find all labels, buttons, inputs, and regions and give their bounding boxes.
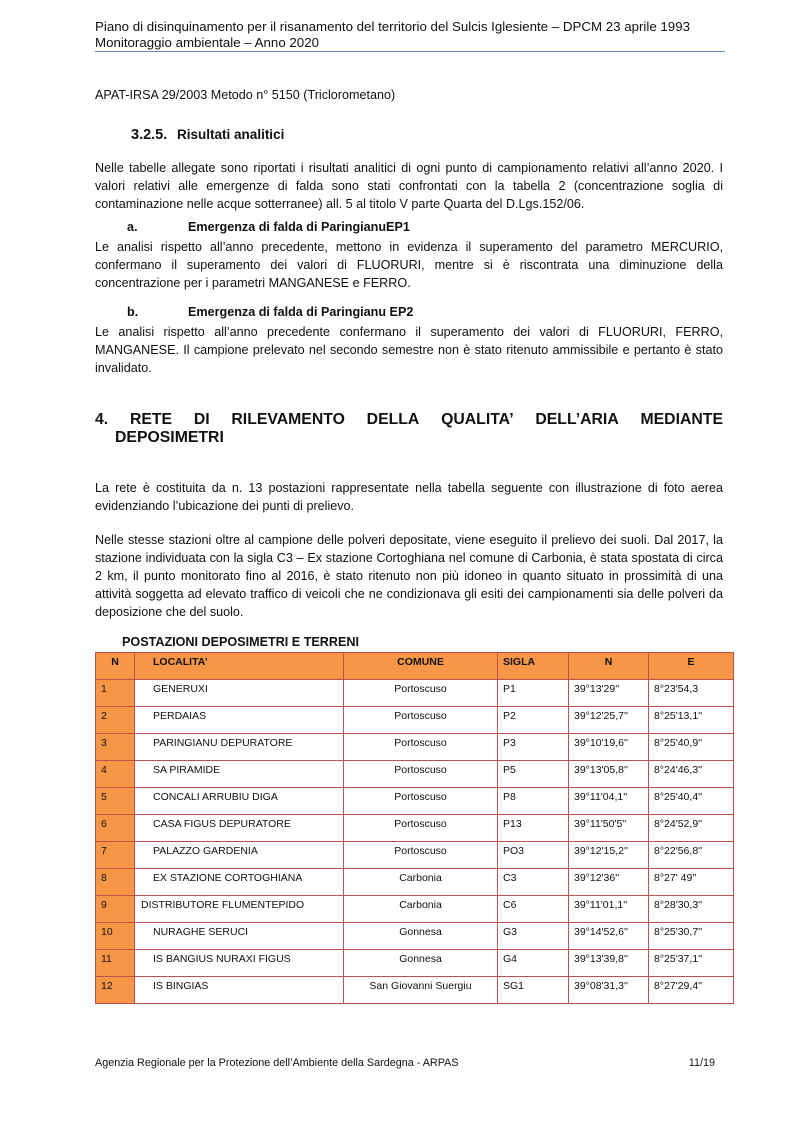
table-row bbox=[96, 842, 734, 869]
cell-lon: 8°27' 49'' bbox=[649, 869, 734, 896]
cell-comune: Gonnesa bbox=[344, 950, 498, 977]
cell-sigla: C6 bbox=[498, 896, 569, 923]
cell-lat: 39°12'36'' bbox=[569, 869, 649, 896]
table-row bbox=[96, 680, 734, 707]
cell-lon: 8°25'37,1'' bbox=[649, 950, 734, 977]
cell-comune: Carbonia bbox=[344, 869, 498, 896]
page-footer bbox=[95, 1057, 715, 1069]
cell-n: 8 bbox=[96, 869, 135, 896]
section-title: Risultati analitici bbox=[177, 127, 285, 142]
section-heading-3-2-5 bbox=[131, 127, 284, 143]
cell-comune: Portoscuso bbox=[344, 761, 498, 788]
cell-lon: 8°27'29,4'' bbox=[649, 977, 734, 1004]
cell-n: 11 bbox=[96, 950, 135, 977]
cell-sigla: P1 bbox=[498, 680, 569, 707]
table-row bbox=[96, 923, 734, 950]
cell-sigla: P13 bbox=[498, 815, 569, 842]
heading-word: MEDIANTE bbox=[640, 411, 723, 428]
cell-localita: EX STAZIONE CORTOGHIANA bbox=[135, 869, 344, 896]
col-header-lat: N bbox=[569, 653, 649, 680]
col-header-lon: E bbox=[649, 653, 734, 680]
cell-sigla: P5 bbox=[498, 761, 569, 788]
cell-n: 5 bbox=[96, 788, 135, 815]
cell-n: 10 bbox=[96, 923, 135, 950]
header-rule bbox=[95, 51, 725, 52]
cell-sigla: G3 bbox=[498, 923, 569, 950]
subheading-b-letter: b. bbox=[127, 305, 139, 319]
table-row bbox=[96, 950, 734, 977]
cell-localita: IS BINGIAS bbox=[135, 977, 344, 1004]
cell-lon: 8°23'54,3 bbox=[649, 680, 734, 707]
cell-comune: Portoscuso bbox=[344, 734, 498, 761]
cell-lon: 8°24'46,3'' bbox=[649, 761, 734, 788]
cell-comune: San Giovanni Suergiu bbox=[344, 977, 498, 1004]
cell-localita: GENERUXI bbox=[135, 680, 344, 707]
heading-word: QUALITA’ bbox=[441, 411, 514, 428]
cell-localita: NURAGHE SERUCI bbox=[135, 923, 344, 950]
cell-n: 9 bbox=[96, 896, 135, 923]
section-4-heading bbox=[95, 411, 723, 447]
table-row bbox=[96, 707, 734, 734]
cell-comune: Portoscuso bbox=[344, 788, 498, 815]
col-header-n: N bbox=[96, 653, 135, 680]
cell-sigla: PO3 bbox=[498, 842, 569, 869]
cell-comune: Portoscuso bbox=[344, 680, 498, 707]
paragraph-network: La rete è costituita da n. 13 postazioni rappresentate nella tabella seguente con illustrazione di foto aerea evidenziando l’ubicazione dei punti di prelievo. bbox=[95, 481, 723, 513]
cell-lat: 39°11'01,1'' bbox=[569, 896, 649, 923]
heading-word: DELLA bbox=[366, 411, 420, 428]
heading-word: RILEVAMENTO bbox=[231, 411, 345, 428]
cell-lat: 39°13'29'' bbox=[569, 680, 649, 707]
cell-lat: 39°08'31,3'' bbox=[569, 977, 649, 1004]
cell-sigla: SG1 bbox=[498, 977, 569, 1004]
cell-lon: 8°25'40,4'' bbox=[649, 788, 734, 815]
table-row bbox=[96, 788, 734, 815]
col-header-comune: COMUNE bbox=[344, 653, 498, 680]
heading-line-2: DEPOSIMETRI bbox=[115, 429, 224, 446]
cell-localita: PALAZZO GARDENIA bbox=[135, 842, 344, 869]
table-row bbox=[96, 815, 734, 842]
header-line-1: Piano di disinquinamento per il risanamento del territorio del Sulcis Iglesiente – DPCM 23 aprile 1993 bbox=[95, 19, 690, 34]
heading-word: RETE bbox=[129, 411, 173, 428]
cell-n: 7 bbox=[96, 842, 135, 869]
cell-lon: 8°28'30,3'' bbox=[649, 896, 734, 923]
footer-agency: Agenzia Regionale per la Protezione dell’Ambiente della Sardegna - ARPAS bbox=[95, 1057, 459, 1069]
cell-comune: Gonnesa bbox=[344, 923, 498, 950]
subsection-b-text: Le analisi rispetto all’anno precedente confermano il superamento dei valori di FLUORURI, FERRO, MANGANESE. Il campione prelevato nel secondo semestre non è stato ritenuto ammissibile e pertanto è stato invalidato. bbox=[95, 325, 723, 375]
running-header bbox=[95, 19, 690, 51]
heading-word: DI bbox=[193, 411, 210, 428]
page-number: 11/19 bbox=[688, 1057, 715, 1069]
cell-n: 12 bbox=[96, 977, 135, 1004]
col-header-sigla: SIGLA bbox=[498, 653, 569, 680]
cell-n: 3 bbox=[96, 734, 135, 761]
table-header-row bbox=[96, 653, 734, 680]
cell-comune: Portoscuso bbox=[344, 842, 498, 869]
subheading-a-letter: a. bbox=[127, 220, 138, 234]
subheading-a-title: Emergenza di falda di ParingianuEP1 bbox=[188, 220, 410, 234]
cell-lat: 39°11'50'5'' bbox=[569, 815, 649, 842]
col-header-localita: LOCALITA’ bbox=[135, 653, 344, 680]
cell-localita: CONCALI ARRUBIU DIGA bbox=[135, 788, 344, 815]
intro-paragraph: Nelle tabelle allegate sono riportati i risultati analitici di ogni punto di campionamento relativi all’anno 2020. I valori relativi alle emergenze di falda sono stati confrontati con la tabella 2 (concentrazione soglia di contaminazione nelle acque sotterranee) all. 5 al titolo V parte Quarta del D.Lgs.152/06. bbox=[95, 161, 723, 211]
cell-comune: Portoscuso bbox=[344, 707, 498, 734]
cell-lat: 39°14'52,6'' bbox=[569, 923, 649, 950]
header-line-2: Monitoraggio ambientale – Anno 2020 bbox=[95, 35, 319, 50]
cell-localita: PERDAIAS bbox=[135, 707, 344, 734]
cell-localita: CASA FIGUS DEPURATORE bbox=[135, 815, 344, 842]
cell-lon: 8°25'13,1'' bbox=[649, 707, 734, 734]
section-number: 3.2.5. bbox=[131, 127, 168, 143]
subheading-b-title: Emergenza di falda di Paringianu EP2 bbox=[188, 305, 414, 319]
table-row bbox=[96, 896, 734, 923]
cell-comune: Carbonia bbox=[344, 896, 498, 923]
table-row bbox=[96, 761, 734, 788]
cell-n: 6 bbox=[96, 815, 135, 842]
table-row bbox=[96, 977, 734, 1004]
cell-sigla: C3 bbox=[498, 869, 569, 896]
cell-n: 4 bbox=[96, 761, 135, 788]
heading-word: 4. bbox=[95, 411, 109, 428]
cell-sigla: P8 bbox=[498, 788, 569, 815]
table-row bbox=[96, 869, 734, 896]
cell-lat: 39°13'05,8'' bbox=[569, 761, 649, 788]
table-row bbox=[96, 734, 734, 761]
cell-n: 1 bbox=[96, 680, 135, 707]
stations-table bbox=[95, 652, 734, 1004]
cell-lon: 8°22'56,8'' bbox=[649, 842, 734, 869]
cell-n: 2 bbox=[96, 707, 135, 734]
cell-lon: 8°24'52,9'' bbox=[649, 815, 734, 842]
cell-lat: 39°12'15,2'' bbox=[569, 842, 649, 869]
cell-sigla: P2 bbox=[498, 707, 569, 734]
cell-localita: PARINGIANU DEPURATORE bbox=[135, 734, 344, 761]
cell-lat: 39°10'19,6'' bbox=[569, 734, 649, 761]
heading-word: DELL’ARIA bbox=[535, 411, 619, 428]
cell-lat: 39°12'25,7'' bbox=[569, 707, 649, 734]
cell-localita: IS BANGIUS NURAXI FIGUS bbox=[135, 950, 344, 977]
cell-localita: DISTRIBUTORE FLUMENTEPIDO bbox=[135, 896, 344, 923]
method-line: APAT-IRSA 29/2003 Metodo n° 5150 (Triclorometano) bbox=[95, 88, 396, 102]
cell-localita: SA PIRAMIDE bbox=[135, 761, 344, 788]
cell-sigla: P3 bbox=[498, 734, 569, 761]
paragraph-stations: Nelle stesse stazioni oltre al campione delle polveri depositate, viene eseguito il prelievo dei suoli. Dal 2017, la stazione individuata con la sigla C3 – Ex stazione Cortoghiana nel comune di Carbonia, è stata spostata di circa 2 km, il punto monitorato fino al 2016, è stato ritenuto non più idoneo in quanto situato in prossimità di una attività soggetta ad elevato traffico di veicoli che ne condizionava gli esiti dei campionamenti sia delle polveri da deposizione che del suolo. bbox=[95, 533, 723, 619]
cell-lat: 39°11'04,1'' bbox=[569, 788, 649, 815]
subsection-a-text: Le analisi rispetto all’anno precedente, mettono in evidenza il superamento del parametro MERCURIO, confermano il superamento dei valori di FLUORURI, mentre si è riscontrata una diminuzione della concentrazione per i parametri MANGANESE e FERRO. bbox=[95, 240, 723, 290]
cell-lon: 8°25'30,7'' bbox=[649, 923, 734, 950]
cell-lon: 8°25'40,9'' bbox=[649, 734, 734, 761]
table-title: POSTAZIONI DEPOSIMETRI E TERRENI bbox=[122, 635, 359, 649]
cell-comune: Portoscuso bbox=[344, 815, 498, 842]
cell-lat: 39°13'39,8'' bbox=[569, 950, 649, 977]
cell-sigla: G4 bbox=[498, 950, 569, 977]
